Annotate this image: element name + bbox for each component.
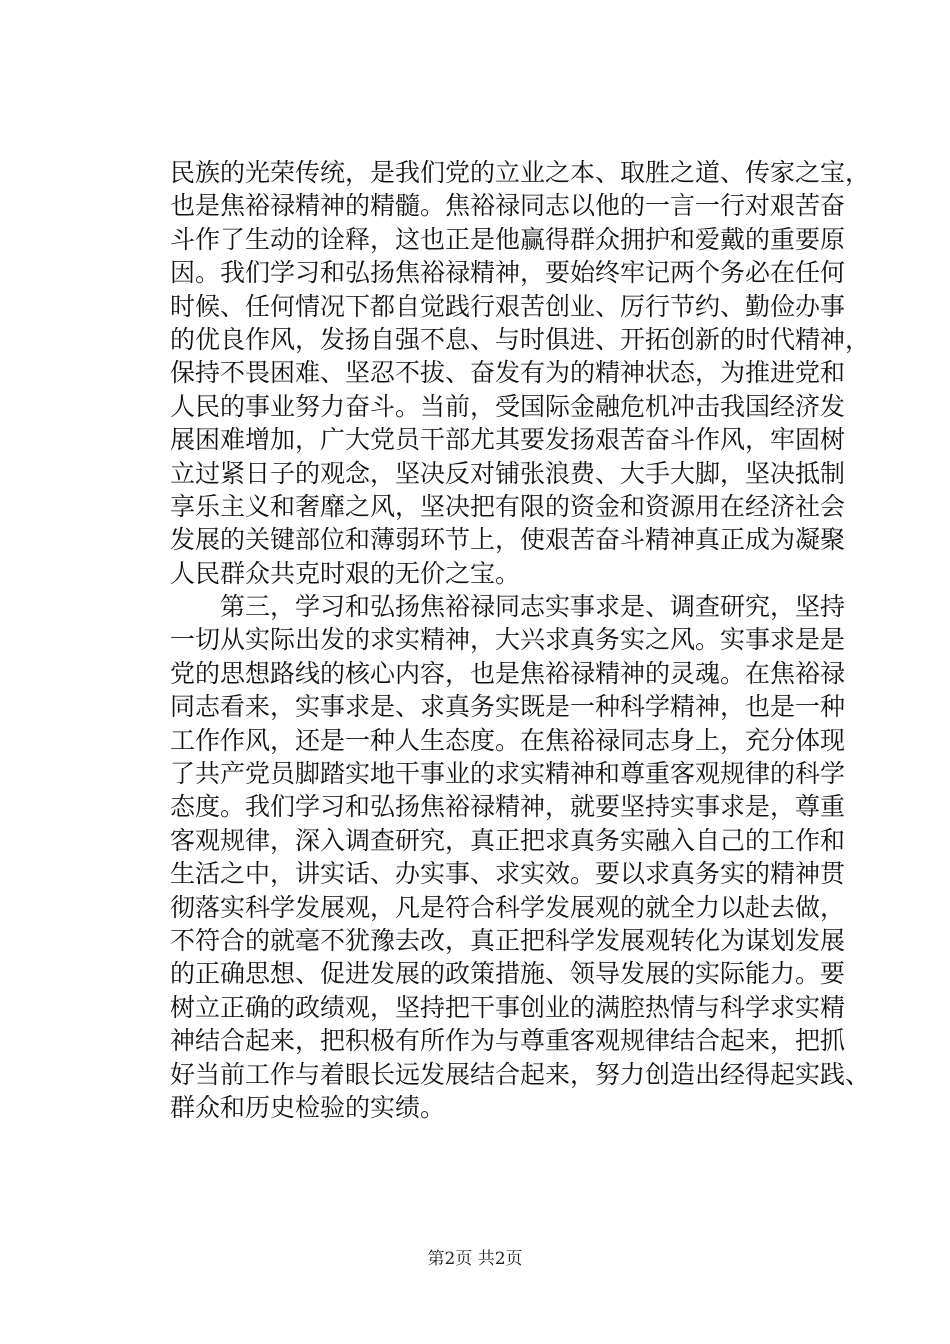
- text-line: 神结合起来，把积极有所作为与尊重客观规律结合起来，把抓: [170, 1026, 846, 1056]
- text-line: 生活之中，讲实话、办实事、求实效。要以求真务实的精神贯: [170, 859, 846, 889]
- text-line: 展困难增加，广大党员干部尤其要发扬艰苦奋斗作风，牢固树: [170, 425, 846, 455]
- text-line: 了共产党员脚踏实地干事业的求实精神和尊重客观规律的科学: [170, 759, 846, 789]
- body-text: [170, 156, 871, 1124]
- text-line: 发展的关键部位和薄弱环节上，使艰苦奋斗精神真正成为凝聚: [170, 525, 846, 555]
- text-line: 人民的事业努力奋斗。当前，受国际金融危机冲击我国经济发: [170, 391, 846, 421]
- text-line: 人民群众共克时艰的无价之宝。: [170, 558, 521, 588]
- text-line: 时候、任何情况下都自觉践行艰苦创业、厉行节约、勤俭办事: [170, 291, 846, 321]
- text-line: 也是焦裕禄精神的精髓。焦裕禄同志以他的一言一行对艰苦奋: [170, 191, 846, 221]
- text-line: 好当前工作与着眼长远发展结合起来，努力创造出经得起实践、: [170, 1059, 871, 1089]
- text-line: 客观规律，深入调查研究，真正把求真务实融入自己的工作和: [170, 825, 846, 855]
- text-line: 彻落实科学发展观，凡是符合科学发展观的就全力以赴去做，: [170, 892, 846, 922]
- text-line: 民族的光荣传统，是我们党的立业之本、取胜之道、传家之宝，: [170, 158, 871, 187]
- text-line: 斗作了生动的诠释，这也正是他赢得群众拥护和爱戴的重要原: [170, 224, 846, 254]
- text-line: 保持不畏困难、坚忍不拔、奋发有为的精神状态，为推进党和: [170, 358, 846, 388]
- page-footer: 第2页 共2页: [427, 1249, 523, 1269]
- text-line: 工作作风，还是一种人生态度。在焦裕禄同志身上，充分体现: [170, 725, 846, 755]
- text-line: 第三，学习和弘扬焦裕禄同志实事求是、调查研究，坚持: [170, 592, 846, 622]
- text-line: 的正确思想、促进发展的政策措施、领导发展的实际能力。要: [170, 959, 846, 989]
- text-line: 因。我们学习和弘扬焦裕禄精神，要始终牢记两个务必在任何: [170, 258, 846, 288]
- text-line: 群众和历史检验的实绩。: [170, 1092, 446, 1122]
- text-line: 党的思想路线的核心内容，也是焦裕禄精神的灵魂。在焦裕禄: [170, 658, 846, 688]
- text-line: 的优良作风，发扬自强不息、与时俱进、开拓创新的时代精神，: [170, 324, 871, 354]
- text-line: 享乐主义和奢靡之风，坚决把有限的资金和资源用在经济社会: [170, 491, 846, 521]
- text-line: 态度。我们学习和弘扬焦裕禄精神，就要坚持实事求是，尊重: [170, 792, 846, 822]
- text-line: 立过紧日子的观念，坚决反对铺张浪费、大手大脚，坚决抵制: [170, 458, 846, 488]
- text-line: 树立正确的政绩观，坚持把干事创业的满腔热情与科学求实精: [170, 992, 846, 1022]
- text-line: 不符合的就毫不犹豫去改，真正把科学发展观转化为谋划发展: [170, 925, 846, 955]
- text-line: 一切从实际出发的求实精神，大兴求真务实之风。实事求是是: [170, 625, 846, 655]
- text-line: 同志看来，实事求是、求真务实既是一种科学精神，也是一种: [170, 692, 846, 722]
